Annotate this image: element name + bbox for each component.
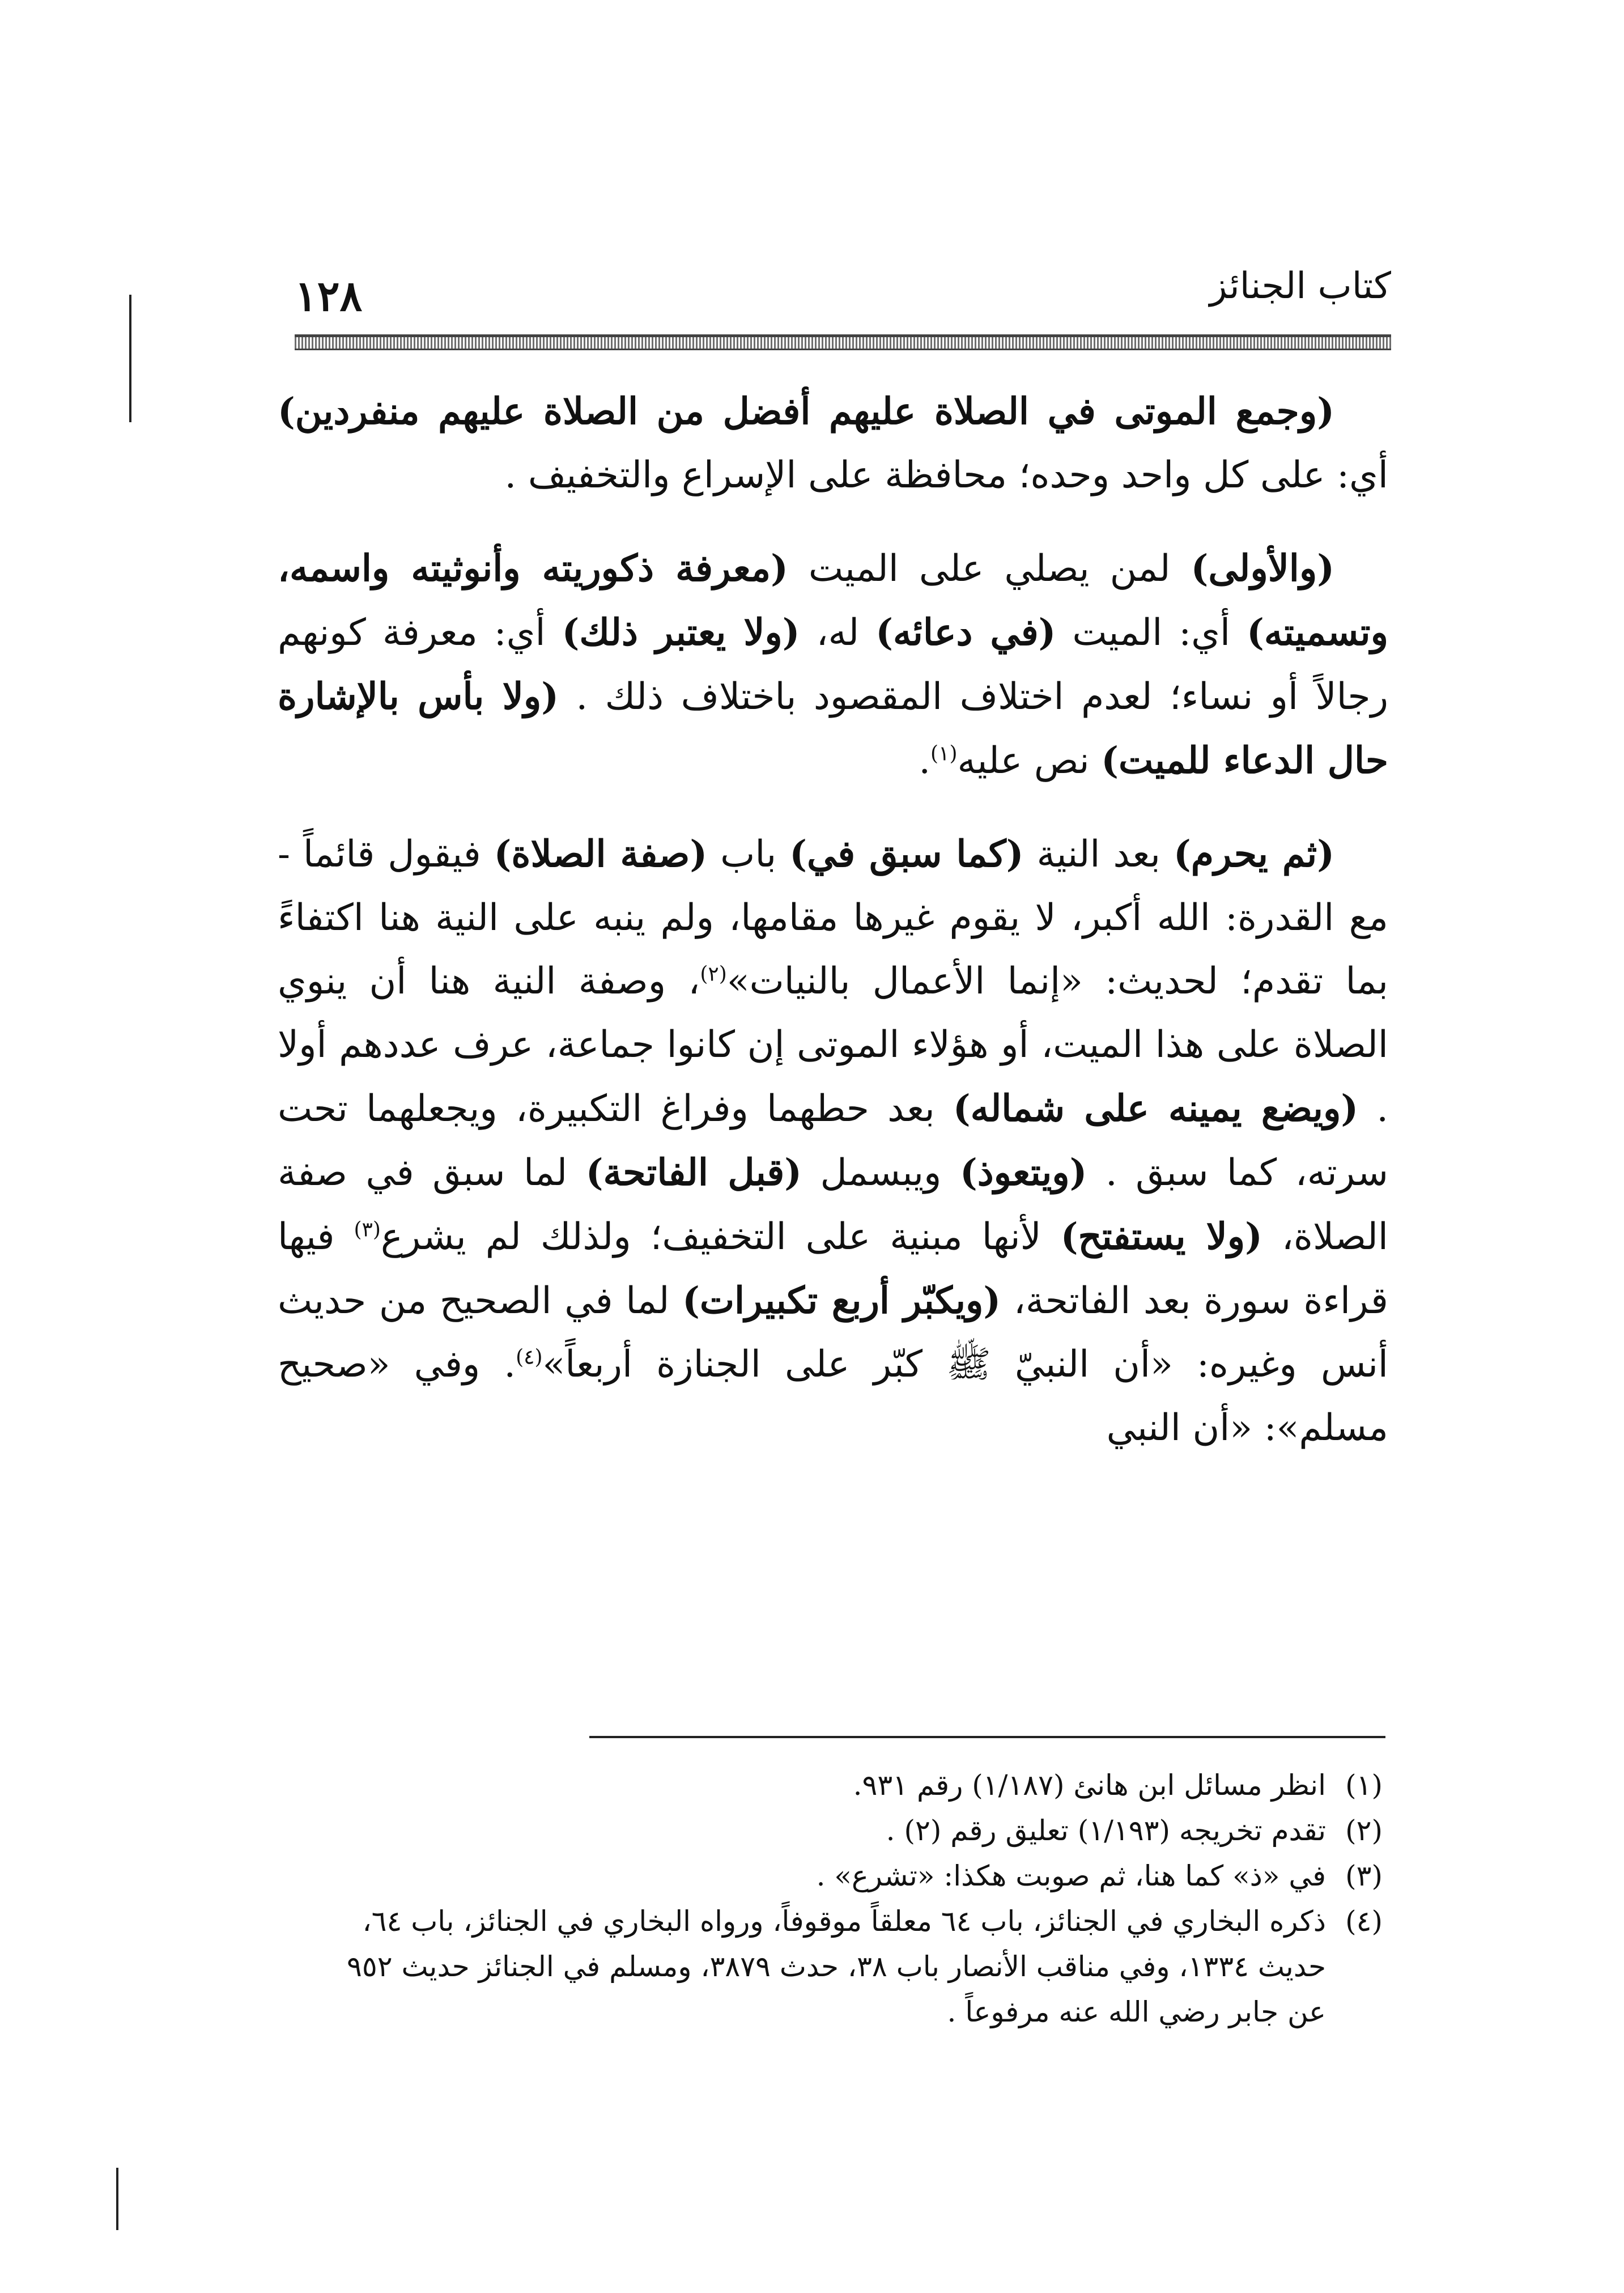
footnote-text: انظر مسائل ابن هانئ (١/١٨٧) رقم ٩٣١. [853, 1769, 1326, 1802]
commentary-text: . [919, 740, 931, 782]
paragraph [278, 822, 1388, 1460]
matn-text: (صفة الصلاة) [494, 833, 708, 876]
footnote-text: ذكره البخاري في الجنائز، باب ٦٤ معلقاً موقوفاً، ورواه البخاري في الجنائز، باب ٦٤، حديث ١٣٣٤، وفي مناقب الأنصار باب ٣٨، حدث ٣٨٧٩، ومسلم في الجنائز حديث ٩٥٢ عن جابر رضي الله عنه مرفوعاً . [346, 1905, 1326, 2028]
matn-text: (في دعائه) [875, 611, 1056, 654]
commentary-text: لمن يصلي على الميت [788, 547, 1191, 590]
commentary-text: فيها قراءة سورة بعد الفاتحة، [278, 1216, 1388, 1322]
margin-mark-bottom [116, 2168, 118, 2230]
commentary-text: ويبسمل [802, 1152, 960, 1194]
matn-text: (قبل الفاتحة) [585, 1151, 802, 1194]
matn-text: (وجمع الموتى في الصلاة عليهم أفضل من الصلاة عليهم منفردين) [278, 390, 1334, 433]
matn-text: (ولا يستفتح) [1060, 1215, 1262, 1258]
matn-text: (والأولى) [1191, 547, 1335, 590]
matn-text: (ويتعوذ) [959, 1151, 1087, 1194]
commentary-text: ، وصفة النية هنا أن ينوي الصلاة على هذا الميت، أو هؤلاء الموتى إن كانوا جماعة، عرف عددهم أولا . [278, 960, 1388, 1130]
matn-text: (ويضع يمينه على شماله) [953, 1087, 1359, 1130]
matn-text: (ثم يحرم) [1174, 833, 1334, 876]
commentary-text: أي: الميت [1056, 612, 1247, 654]
footnote-ref: (٢) [700, 962, 727, 986]
footnote-rule [589, 1736, 1385, 1738]
commentary-text: لأنها مبنية على التخفيف؛ ولذلك لم يشرع [380, 1216, 1061, 1258]
matn-text: (ويكبّر أربع تكبيرات) [682, 1279, 1001, 1322]
footnote-ref: (٣) [354, 1218, 381, 1242]
page-number: ١٢٨ [295, 272, 363, 321]
commentary-text: . وفي «صحيح مسلم»: «أن النبي [278, 1343, 1388, 1449]
commentary-text: لما في الصحيح من حديث أنس وغيره: «أن النبيّ ﷺ كبّر على الجنازة أربعاً» [278, 1280, 1388, 1386]
matn-text: (معرفة ذكوريته وأنوثيته واسمه، وتسميته) [278, 547, 1388, 654]
commentary-text: نص عليه [957, 740, 1102, 782]
matn-text: (ولا بأس بالإشارة حال الدعاء للميت) [278, 675, 1388, 782]
footnote-ref: (٤) [516, 1345, 543, 1369]
commentary-text: باب [707, 833, 790, 876]
running-title: كتاب الجنائز [1209, 265, 1391, 307]
footnote-number: (٢) [1345, 1814, 1383, 1847]
commentary-text: بعد النية [1023, 833, 1174, 876]
footnote-ref: (١) [930, 742, 958, 766]
footnote-number: (٣) [1345, 1859, 1383, 1892]
main-text [278, 380, 1388, 1489]
footnote [306, 1763, 1383, 1808]
footnote-text: في «ذ» كما هنا، ثم صوبت هكذا: «تشرع» . [816, 1859, 1326, 1892]
paragraph [278, 380, 1388, 507]
footnote-text: تقدم تخريجه (١/١٩٣) تعليق رقم (٢) . [886, 1814, 1326, 1847]
header-rule [295, 334, 1391, 350]
footnote-number: (٤) [1345, 1905, 1383, 1938]
page-header [295, 258, 1391, 343]
commentary-text: لما سبق في صفة الصلاة، [278, 1152, 1388, 1258]
commentary-text: بعد حطهما وفراغ التكبيرة، ويجعلهما تحت سرته، كما سبق . [278, 1088, 1388, 1194]
margin-mark-top [129, 295, 131, 422]
commentary-text: فيقول قائماً - مع القدرة: الله أكبر، لا يقوم غيرها مقامها، ولم ينبه على النية هنا اكتفاءً بما تقدم؛ لحديث: «إنما الأعمال بالنيات» [278, 833, 1388, 1003]
commentary-text: له، [800, 612, 876, 654]
footnotes [306, 1763, 1383, 2035]
footnote [306, 1899, 1383, 2035]
commentary-text: أي: على كل واحد وحده؛ محافظة على الإسراع والتخفيف . [504, 454, 1388, 496]
matn-text: (ولا يعتبر ذلك) [562, 611, 800, 654]
paragraph [278, 537, 1388, 793]
commentary-text: أي: معرفة كونهم رجالاً أو نساء؛ لعدم اختلاف المقصود باختلاف ذلك . [278, 612, 1388, 718]
footnote-number: (١) [1345, 1769, 1383, 1802]
footnote [306, 1808, 1383, 1853]
footnote [306, 1853, 1383, 1899]
matn-text: (كما سبق في) [789, 833, 1024, 876]
